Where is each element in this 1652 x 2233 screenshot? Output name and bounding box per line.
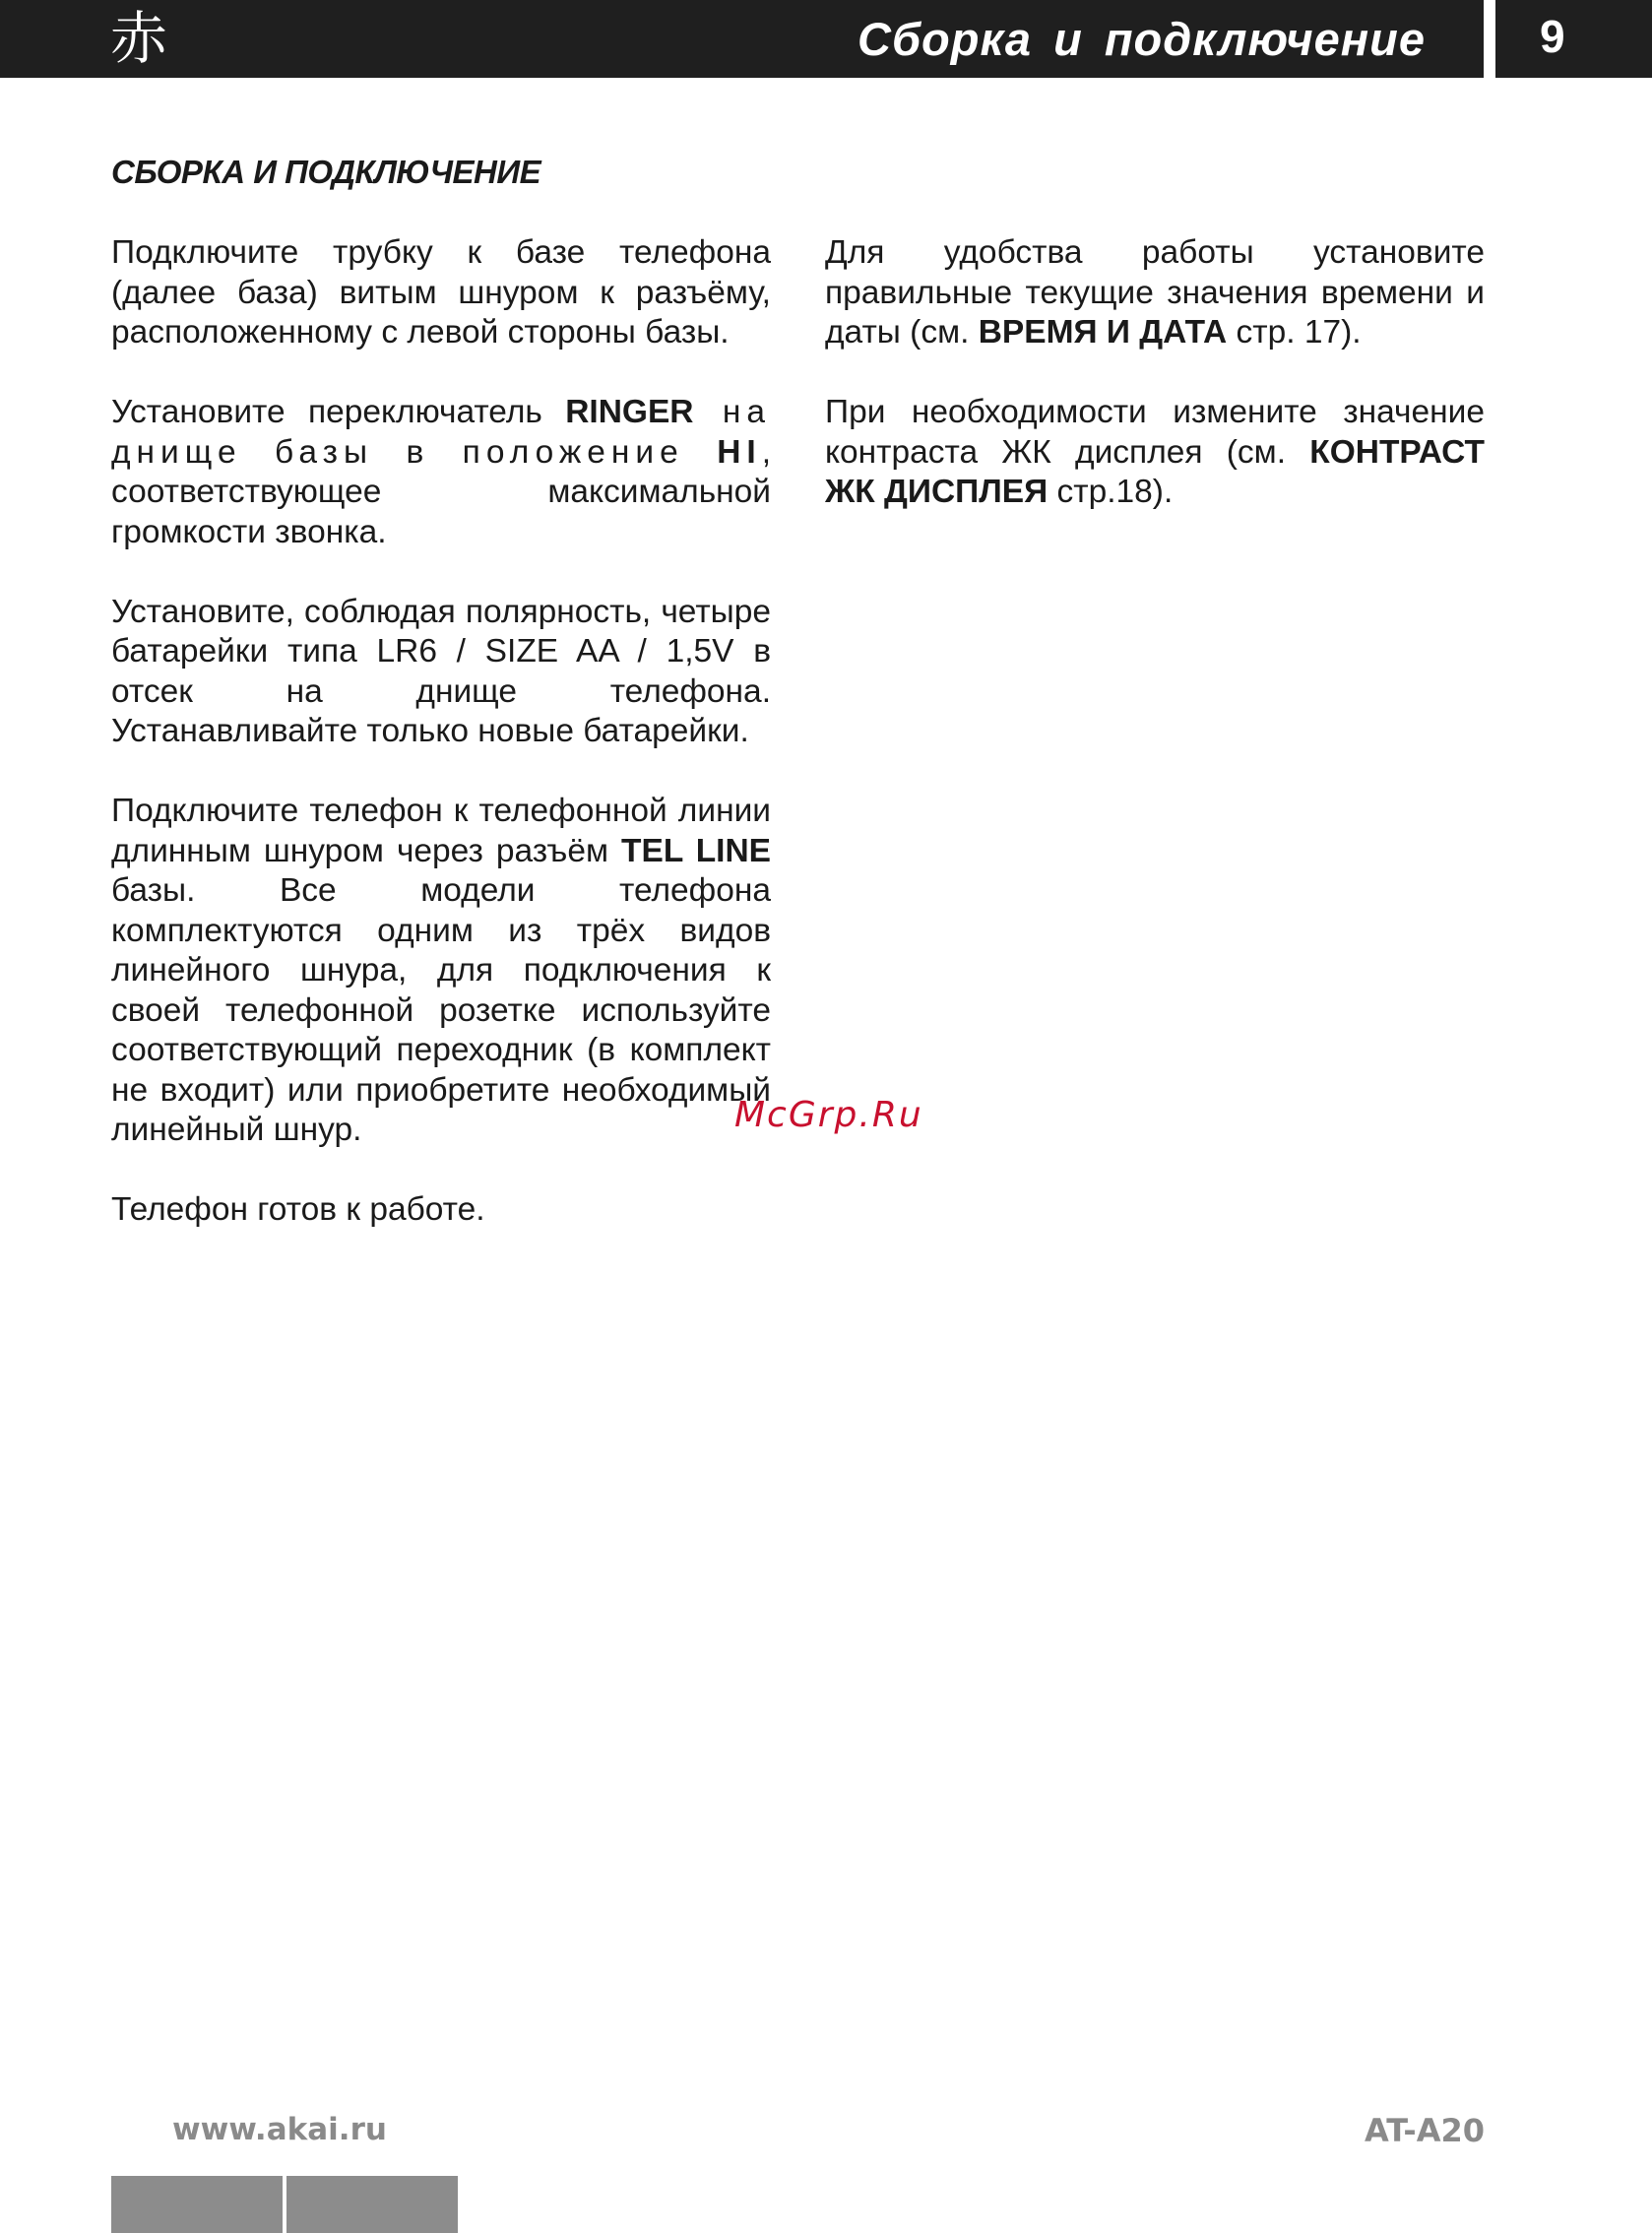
paragraph-contrast xyxy=(825,393,1485,513)
watermark: McGrp.Ru xyxy=(734,1095,923,1135)
text-segment: стр.18). xyxy=(1048,474,1174,510)
paragraph-connect-handset: Подключите трубку к базе телефона (далее база) витым шнуром к разъёму, расположенному с левой стороны базы. xyxy=(111,234,771,351)
footer-url: www.akai.ru xyxy=(172,2112,387,2147)
time-date-reference: ВРЕМЯ И ДАТА xyxy=(978,314,1228,351)
footer-block xyxy=(111,2176,283,2233)
paragraph-ready: Телефон готов к работе. xyxy=(111,1191,485,1228)
page-number-box xyxy=(1495,0,1652,78)
text-segment: Для удобства работы установите правильные текущие значения времени и даты (см. xyxy=(825,234,1485,351)
paragraph-time-date xyxy=(825,233,1485,353)
chapter-title: Сборка и подключение xyxy=(858,13,1426,65)
left-column xyxy=(111,233,771,1270)
text-segment: стр. 17). xyxy=(1227,314,1362,351)
contrast-reference: КОНТРАСТ ЖК ДИСПЛЕЯ xyxy=(825,433,1485,510)
page-number: 9 xyxy=(1540,11,1565,62)
hi-label: HI xyxy=(717,433,762,471)
paragraph-ringer-switch xyxy=(111,393,771,552)
paragraph-batteries: Установите, соблюдая полярность, четыре батарейки типа LR6 / SIZE AA / 1,5V в отсек на днище телефона. Устанавливайте только новые батарейки. xyxy=(111,593,771,749)
text-segment: базы. Все модели телефона комплектуются одним из трёх видов линейного шнура, для подключения к своей телефонной розетке используйте соответствующий переходник (в комплект не входит) или приобретите необходимый линейный шнур. xyxy=(111,872,771,1148)
right-column xyxy=(825,233,1485,552)
text-segment: Подключите телефон к телефонной линии длинным шнуром через разъём xyxy=(111,793,771,869)
footer-model: AT-A20 xyxy=(1365,2112,1485,2149)
paragraph-tel-line xyxy=(111,792,771,1151)
tel-line-label: TEL LINE xyxy=(621,832,771,869)
footer-block xyxy=(286,2176,458,2233)
text-segment: Установите переключатель xyxy=(111,394,566,430)
text-segment: При необходимости измените значение контраста ЖК дисплея (см. xyxy=(825,394,1485,471)
ringer-label: RINGER xyxy=(565,394,694,430)
section-heading: СБОРКА И ПОДКЛЮЧЕНИЕ xyxy=(111,154,541,190)
brand-logo-glyph: 赤 xyxy=(110,5,168,72)
text-segment: на днище базы в положение xyxy=(111,394,771,471)
text-segment: , соответствующее максимальной громкости звонка. xyxy=(111,433,771,550)
